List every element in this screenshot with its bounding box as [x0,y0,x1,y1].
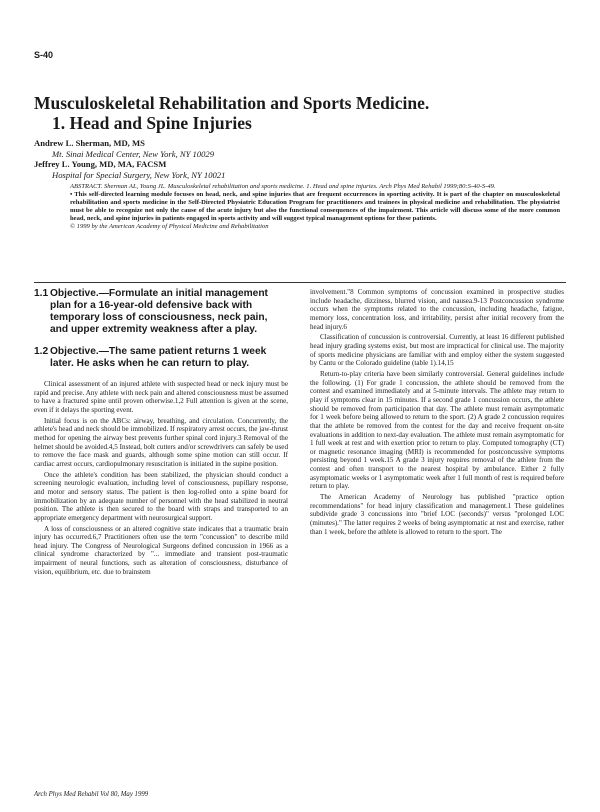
title-line-2: 1. Head and Spine Injuries [52,113,252,133]
body-paragraph: The American Academy of Neurology has published "practice option recommendations" for head injury classification and management.1 These guidelines subdivide grade 3 concussions into "brief LOC (seconds)" versus "prolonged LOC (minutes)." The latter requires 2 weeks of being asymptomatic at rest and exercise, rather than 1 week, before the athlete is allowed to return to the sport. The [310,493,564,536]
abstract [70,183,560,232]
body-paragraph: Classification of concussion is controversial. Currently, at least 16 different published head injury grading systems exist, but most are impractical for clinical use. The majority of sports medicine physicians are familiar with and employ either the system suggested by Cantu or the Colorado guideline (table 1).14,15 [310,333,564,368]
body-paragraph: Return-to-play criteria have been similarly controversial. General guidelines include the following. (1) For grade 1 concussion, the athlete should be removed from the contest and examined immediately and at 5-minute intervals. The athlete may return to play if symptoms clear in 15 minutes. If a second grade 1 concussion occurs, the athlete should be removed from participation that day. The athlete must remain asymptomatic for 1 week before being allowed to return to the sport. (2) A grade 2 concussion requires that the athlete be removed from the contest for the day and receive frequent on-site evaluations in addition to next-day evaluation. The athlete must remain asymptomatic for 1 full week at rest and with exertion prior to return to play. Computed tomography (CT) or magnetic resonance imaging (MRI) is recommended for postconcussive symptoms persisting beyond 1 week.15 A grade 3 injury requires removal of the athlete from the contest and often transport to the nearest hospital by ambulance. Either 2 fully asymptomatic weeks or 1 asymptomatic week after 1 full month of rest is required before return to play. [310,369,564,491]
left-column [34,288,288,578]
objective-text: Objective.—The same patient returns 1 week later. He asks when he can return to play. [50,346,267,369]
abstract-copyright: © 1999 by the American Academy of Physical Medicine and Rehabilitation [70,223,269,231]
journal-footer: Arch Phys Med Rehabil Vol 80, May 1999 [34,791,149,798]
author-name: Jeffrey L. Young, MD, MA, FACSM [34,159,167,169]
author-name: Andrew L. Sherman, MD, MS [34,138,145,148]
objective-number: 1.1 [34,288,49,299]
right-column [310,288,564,538]
objective-text: Objective.—Formulate an initial management plan for a 16-year-old defensive back with temporary loss of consciousness, neck pain, and upper extremity weakness after a play. [50,288,268,335]
article-title [34,93,564,133]
body-paragraph: Once the athlete's condition has been stabilized, the physician should conduct a screening neurologic evaluation, including level of consciousness, pupillary response, and motor and sensory status. The patient is then log-rolled onto a spine board for immobilization by an adequate number of personnel with the head stabilized in neutral position. The athlete is then secured to the board with straps and transported to an appropriate emergency department with neurosurgical support. [34,470,288,522]
objective-heading [34,346,288,370]
body-paragraph: Initial focus is on the ABCs: airway, breathing, and circulation. Concurrently, the athlete's head and neck should be immobilized. If respiratory arrest occurs, the jaw-thrust method for opening the airway best prevents further spinal cord injury.3 Removal of the helmet should be avoided.4,5 Instead, bolt cutters and/or screwdrivers can safely be used to remove the face mask and guards, although some spine motion can still occur. If cardiac arrest occurs, cardiopulmonary resuscitation is initiated in the supine position. [34,416,288,468]
author-affiliation: Hospital for Special Surgery, New York, NY 10021 [52,169,226,180]
objective-number: 1.2 [34,346,49,357]
author-affiliation: Mt. Sinai Medical Center, New York, NY 10029 [52,148,215,159]
objective-heading [34,288,288,336]
page-number: S-40 [34,50,54,60]
body-paragraph: involvement."8 Common symptoms of concussion examined in prospective studies include headache, dizziness, blurred vision, and nausea.9-13 Postconcussion syndrome occurs when the symptoms related to the concussion, including headache, fatigue, memory loss, concentration loss, and irritability, persist after initial recovery from the head injury.6 [310,288,564,331]
body-paragraph: A loss of consciousness or an altered cognitive state indicates that a traumatic brain injury has occurred.6,7 Practitioners often use the term "concussion" to describe mild head injury. The Congress of Neurological Surgeons defined concussion in 1966 as a clinical syndrome characterized by "... immediate and transient post-traumatic impairment of neural functions, such as alteration of consciousness, disturbance of vision, equilibrium, etc. due to brainstem [34,524,288,576]
author-block [34,138,574,180]
section-divider [34,282,566,283]
abstract-citation: ABSTRACT. Sherman AL, Young JL. Musculoskeletal rehabilitation and sports medicine. 1. Head and spine injuries. Arch Phys Med Rehabil 1999;80:S-40-S-49. [70,183,496,190]
body-paragraph: Clinical assessment of an injured athlete with suspected head or neck injury must be rapid and precise. Any athlete with neck pain and altered consciousness must be assumed to have a fractured spine until proven otherwise.1,2 Full attention is given at the scene, even if it delays the sporting event. [34,380,288,414]
title-line-1: Musculoskeletal Rehabilitation and Sports Medicine. [34,93,430,113]
abstract-body: • This self-directed learning module focuses on head, neck, and spine injuries that are frequent occurrences in sporting activity. It is part of the chapter on musculoskeletal rehabilitation and sports medicine in the Self-Directed Physiatric Education Program for practitioners and trainees in physical medicine and rehabilitation. The physiatrist must be able to recognize not only the cause of the acute injury but also the functional consequences of the impairment. This article will discuss some of the more common head, neck, and spine injuries in patients engaged in sports activity and will suggest typical management options for these patients. [70,191,560,223]
